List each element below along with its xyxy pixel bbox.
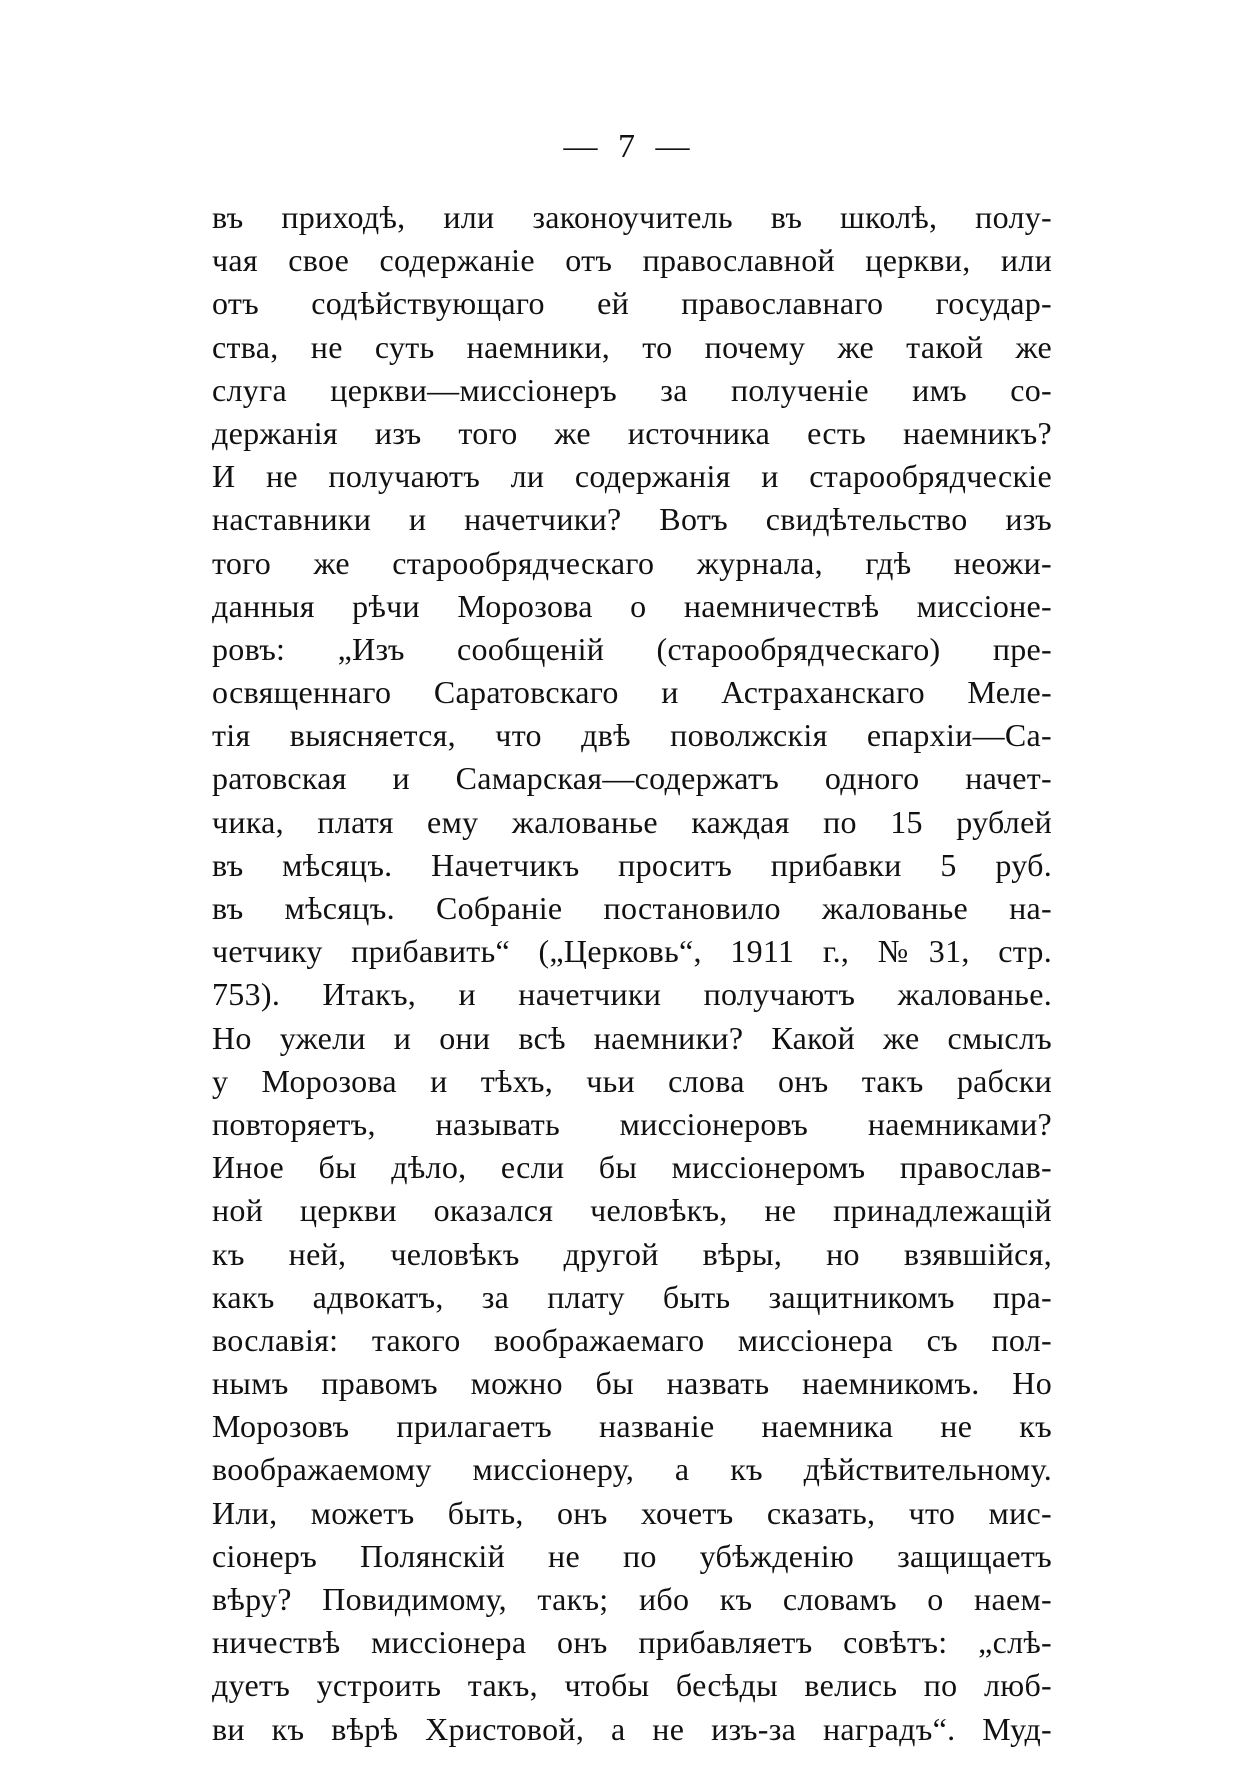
text-line: чая свое содержаніе отъ православной церкви, или — [212, 242, 1052, 279]
text-line: И не получаютъ ли содержанія и старообрядческіе — [212, 458, 1052, 495]
text-line: четчику прибавить“ („Церковь“, 1911 г., №31, стр. — [212, 933, 1052, 970]
text-line: Или, можетъ быть, онъ хочетъ сказать, что мис- — [212, 1494, 1052, 1531]
text-line: того же старообрядческаго журнала, гдѣ неожи- — [212, 544, 1052, 581]
text-line: данныя рѣчи Морозова о наемничествѣ миссіоне- — [212, 587, 1052, 624]
text-line: держанія изъ того же источника есть наемникъ? — [212, 414, 1052, 451]
text-line: Но ужели и они всѣ наемники? Какой же смыслъ — [212, 1019, 1052, 1056]
text-line: въ мѣсяцъ. Начетчикъ проситъ прибавки 5 руб. — [212, 846, 1052, 883]
text-line: ратовская и Самарская—содержатъ одного начет- — [212, 760, 1052, 797]
text-line: 753). Итакъ, и начетчики получаютъ жалованье. — [212, 976, 1052, 1013]
page-number: — 7 — — [563, 128, 696, 165]
text-line: къ ней, человѣкъ другой вѣры, но взявшійся, — [212, 1235, 1052, 1272]
text-line: чика, платя ему жалованье каждая по 15 рублей — [212, 803, 1052, 840]
text-line: вославія: такого воображаемаго миссіонера съ пол- — [212, 1321, 1052, 1358]
text-line: сіонеръ Полянскій не по убѣжденію защищаетъ — [212, 1537, 1052, 1574]
text-line: Иное бы дѣло, если бы миссіонеромъ православ- — [212, 1149, 1052, 1186]
text-line: ной церкви оказался человѣкъ, не принадлежащій — [212, 1192, 1052, 1229]
text-line: нымъ правомъ можно бы назвать наемникомъ. Но — [212, 1365, 1052, 1402]
text-line: ничествѣ миссіонера онъ прибавляетъ совѣтъ: „слѣ- — [212, 1624, 1052, 1661]
text-line: у Морозова и тѣхъ, чьи слова онъ такъ рабски — [212, 1062, 1052, 1099]
text-line: воображаемому миссіонеру, а къ дѣйствительному. — [212, 1451, 1052, 1488]
text-line: тія выясняется, что двѣ поволжскія епархіи—Са- — [212, 717, 1052, 754]
text-line: дуетъ устроить такъ, чтобы бесѣды велись по люб- — [212, 1667, 1052, 1704]
text-line: наставники и начетчики? Вотъ свидѣтельство изъ — [212, 501, 1052, 538]
text-line: Морозовъ прилагаетъ названіе наемника не къ — [212, 1408, 1052, 1445]
text-line: ства, не суть наемники, то почему же такой же — [212, 328, 1052, 365]
text-line: освященнаго Саратовскаго и Астраханскаго Меле- — [212, 674, 1052, 711]
text-line: отъ содѣйствующаго ей православнаго государ- — [212, 285, 1052, 322]
text-line: слуга церкви—миссіонеръ за полученіе имъ со- — [212, 371, 1052, 408]
text-line: вѣру? Повидимому, такъ; ибо къ словамъ о наем- — [212, 1581, 1052, 1617]
text-line: ви къ вѣрѣ Христовой, а не изъ-за наградъ“. Муд- — [212, 1710, 1052, 1747]
text-line: въ приходѣ, или законоучитель въ школѣ, полу- — [212, 199, 1052, 235]
text-line: въ мѣсяцъ. Собраніе постановило жалованье на- — [212, 890, 1052, 926]
text-line: ровъ: „Изъ сообщеній (старообрядческаго) пре- — [212, 630, 1052, 667]
body-text — [212, 196, 1052, 1751]
text-line: какъ адвокатъ, за плату быть защитникомъ пра- — [212, 1278, 1052, 1315]
text-line: повторяетъ, называть миссіонеровъ наемниками? — [212, 1105, 1052, 1142]
